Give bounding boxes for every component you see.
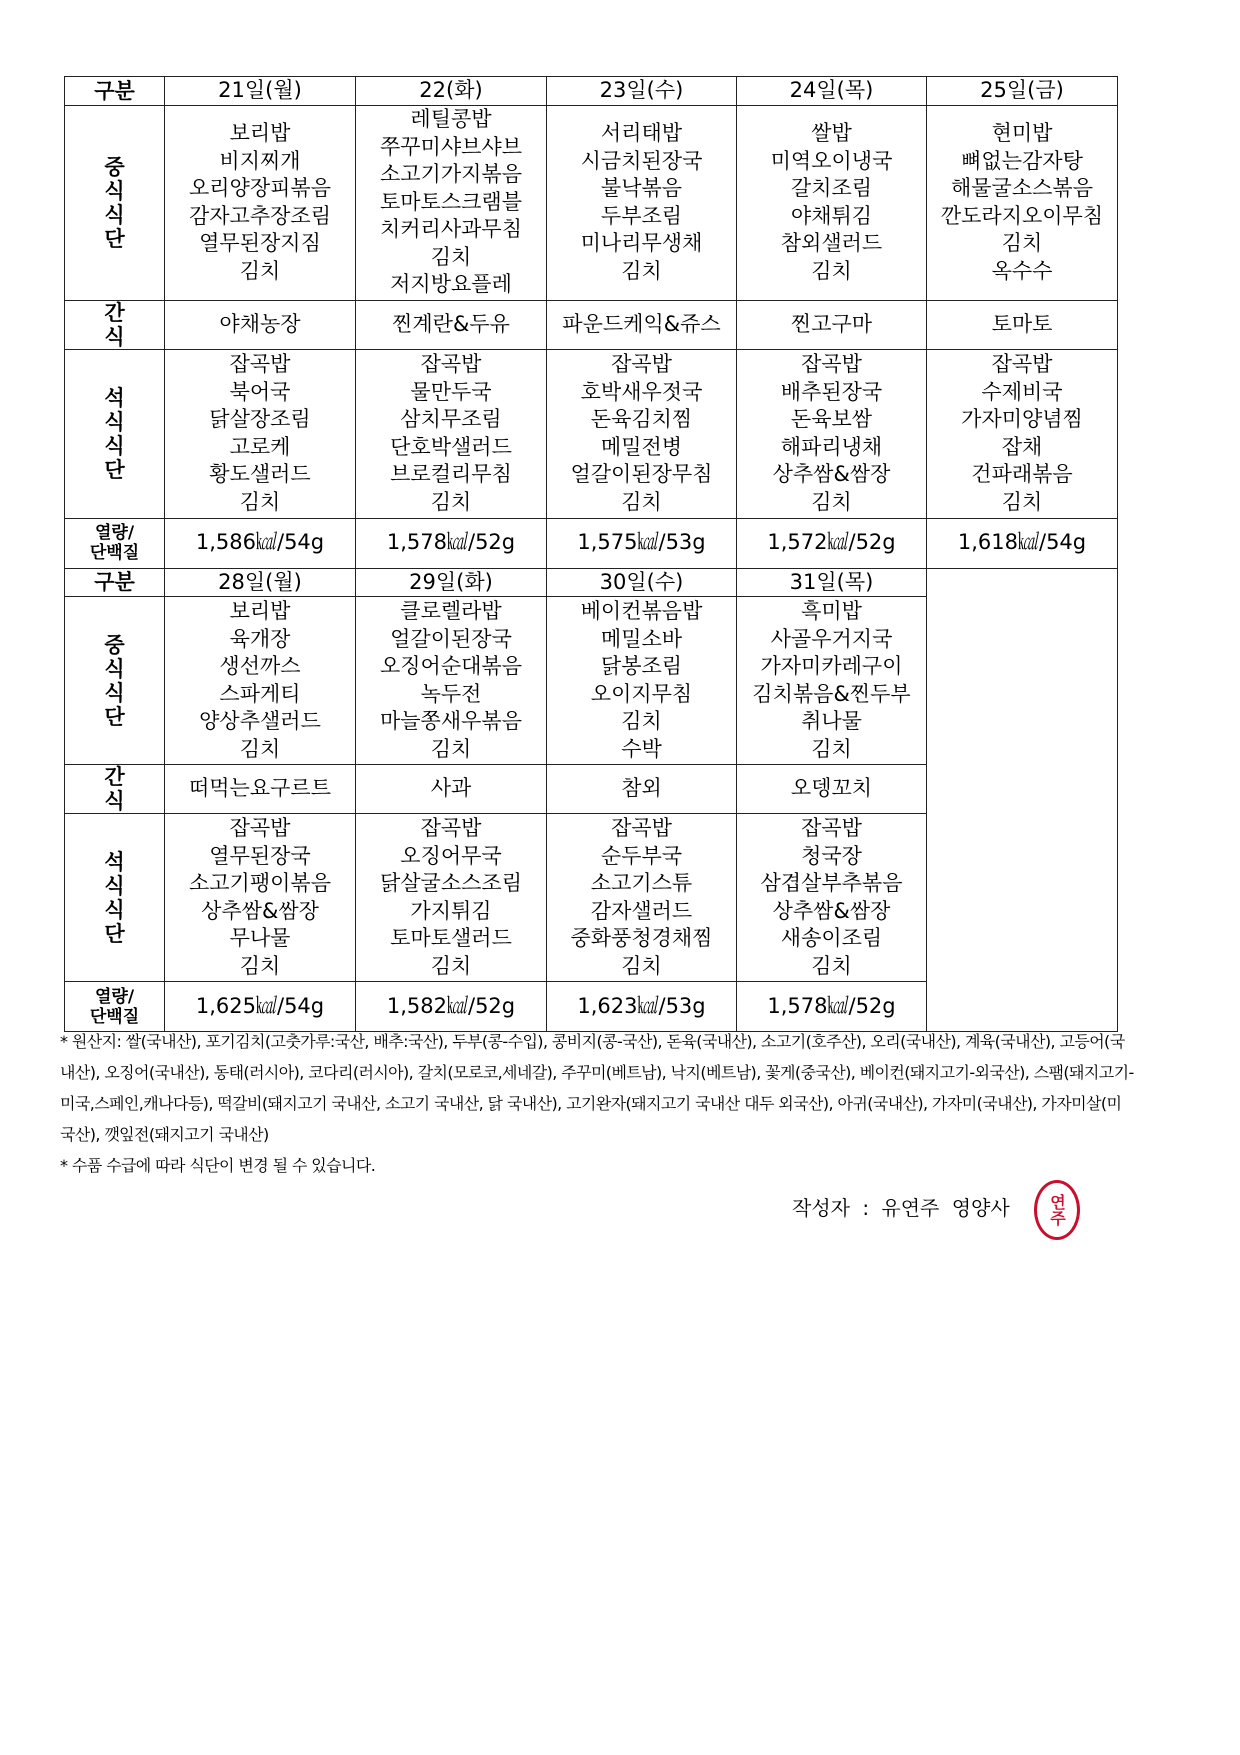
menu-item: 사골우거지국 bbox=[770, 626, 893, 651]
week1-lunch-day-2 bbox=[356, 105, 547, 300]
menu-item: 가지튀김 bbox=[410, 898, 492, 923]
week1-lunch-day-4 bbox=[737, 105, 927, 300]
menu-item: 김치 bbox=[621, 258, 662, 283]
menu-item: 호박새우젓국 bbox=[580, 379, 703, 404]
menu-item: 김치 bbox=[430, 244, 472, 269]
week2-dinner-day-3 bbox=[547, 814, 737, 982]
menu-item: 소고기스튜 bbox=[590, 871, 693, 895]
menu-item: 토마토스크램블 bbox=[379, 189, 522, 214]
menu-item: 김치 bbox=[621, 709, 662, 733]
menu-item: 상추쌈&쌈장 bbox=[201, 898, 319, 923]
week1-lunch-day-3 bbox=[547, 105, 737, 300]
menu-item: 비지찌개 bbox=[219, 148, 301, 173]
week2-nutrition-day-1: 1,625㎉/54g bbox=[165, 982, 356, 1032]
menu-item: 오이지무침 bbox=[590, 681, 693, 706]
week1-dinner-row bbox=[65, 349, 1118, 518]
week1-dinner-day-3 bbox=[547, 349, 737, 518]
menu-item: 김치 bbox=[239, 736, 281, 761]
menu-item: 깐도라지오이무침 bbox=[940, 203, 1104, 228]
menu-item: 닭살굴소스조림 bbox=[379, 871, 522, 895]
week1-lunch-row bbox=[65, 105, 1118, 300]
week2-nutrition-label bbox=[65, 982, 165, 1032]
week2-nutrition-day-4: 1,578㎉/52g bbox=[737, 982, 927, 1032]
week2-snack-day-4: 오뎅꼬치 bbox=[737, 765, 927, 814]
menu-item: 스파게티 bbox=[219, 681, 301, 706]
week1-nutrition-day-3: 1,575㎉/53g bbox=[547, 518, 737, 568]
menu-item: 고로케 bbox=[229, 434, 291, 459]
week1-lunch-day-5 bbox=[927, 105, 1118, 300]
menu-item: 가자미카레구이 bbox=[760, 654, 903, 678]
menu-item: 건파래볶음 bbox=[971, 462, 1073, 486]
week1-snack-day-2: 찐계란&두유 bbox=[356, 300, 547, 349]
label-line: 식 단 bbox=[104, 202, 141, 251]
week2-day-1: 28일(월) bbox=[165, 568, 356, 597]
week1-day-2: 22(화) bbox=[356, 77, 547, 106]
label-line: 중 식 bbox=[104, 154, 141, 203]
menu-item: 김치 bbox=[621, 489, 662, 514]
menu-item: 가자미양념찜 bbox=[961, 407, 1083, 431]
menu-item: 순두부국 bbox=[600, 843, 683, 868]
week1-day-1: 21일(월) bbox=[165, 77, 356, 106]
menu-item: 중화풍청경채찜 bbox=[570, 926, 713, 950]
menu-item: 보리밥 bbox=[229, 121, 291, 145]
menu-item: 보리밥 bbox=[229, 599, 291, 623]
week1-dinner-day-5 bbox=[927, 349, 1118, 518]
menu-item: 오징어순대볶음 bbox=[379, 654, 522, 678]
menu-item: 김치볶음&찐두부 bbox=[752, 681, 911, 706]
menu-item: 열무된장지짐 bbox=[199, 231, 321, 255]
menu-item: 서리태밥 bbox=[600, 121, 683, 145]
menu-item: 흑미밥 bbox=[801, 599, 862, 623]
menu-item: 잡곡밥 bbox=[229, 352, 291, 376]
menu-item: 삼겹살부추볶음 bbox=[760, 871, 903, 895]
menu-item: 얼갈이된장국 bbox=[390, 626, 512, 651]
week2-day-3: 30일(수) bbox=[547, 568, 737, 597]
week1-day-4: 24일(목) bbox=[737, 77, 927, 106]
menu-item: 녹두전 bbox=[420, 681, 482, 706]
menu-item: 옥수수 bbox=[991, 258, 1053, 283]
menu-item: 수제비국 bbox=[981, 379, 1063, 404]
menu-item: 잡곡밥 bbox=[991, 352, 1053, 376]
menu-item: 삼치무조림 bbox=[400, 407, 502, 431]
menu-item: 김치 bbox=[1001, 489, 1043, 514]
label-line: 석 식 bbox=[104, 849, 141, 898]
menu-item: 오리양장피볶음 bbox=[188, 176, 331, 200]
menu-item: 얼갈이된장무침 bbox=[570, 462, 713, 486]
menu-item: 김치 bbox=[239, 258, 281, 283]
menu-item: 김치 bbox=[430, 736, 472, 761]
menu-item: 갈치조림 bbox=[790, 176, 873, 200]
menu-item: 무나물 bbox=[229, 926, 291, 950]
menu-item: 양상추샐러드 bbox=[199, 709, 321, 733]
menu-item: 생선까스 bbox=[219, 654, 301, 678]
menu-item: 토마토샐러드 bbox=[390, 926, 512, 950]
label-line: 석 식 bbox=[104, 385, 141, 434]
menu-item: 마늘쫑새우볶음 bbox=[379, 709, 522, 733]
menu-item: 김치 bbox=[239, 489, 281, 514]
week2-snack-day-3: 참외 bbox=[547, 765, 737, 814]
week2-lunch-day-3 bbox=[547, 597, 737, 765]
menu-item: 해파리냉채 bbox=[780, 434, 883, 459]
menu-item: 레틸콩밥 bbox=[410, 107, 492, 132]
menu-item: 김치 bbox=[811, 258, 852, 283]
menu-item: 열무된장국 bbox=[209, 843, 311, 868]
menu-item: 뼈없는감자탕 bbox=[961, 148, 1083, 173]
label-line: 간 식 bbox=[104, 300, 141, 349]
change-note: * 수품 수급에 따라 식단이 변경 될 수 있습니다. bbox=[60, 1156, 376, 1175]
week2-day-4: 31일(목) bbox=[737, 568, 927, 597]
label-line: 중 식 bbox=[104, 632, 141, 681]
week1-snack-day-5: 토마토 bbox=[927, 300, 1118, 349]
menu-item: 김치 bbox=[811, 736, 852, 761]
week1-dinner-day-4 bbox=[737, 349, 927, 518]
origin-note: * 원산지: 쌀(국내산), 포기김치(고춧가루:국산, 배추:국산), 두부(콩-수입), 콩비지(콩-국산), 돈육(국내산), 소고기(호주산), 오리(국내산), 계육(국내산), 고등어(국내산), 오징어(국내산), 동태(러시아), 코다리(러시아), 갈치(모로코,세네갈), 주꾸미(베트남), 낙지(베트남), 꽃게(중국산), 베이컨(돼지고기-외국산), 스팸(돼지고기-미국,스페인,캐나다등), 떡갈비(돼지고기 국내산, 소고기 국내산, 닭 국내산), 고기완자(돼지고기 국내산 대두 외국산), 아귀(국내산), 가자미(국내산), 가자미살(미국산), 깻잎전(돼지고기 국내산) bbox=[60, 1032, 1134, 1144]
week1-day-3: 23일(수) bbox=[547, 77, 737, 106]
menu-item: 잡곡밥 bbox=[229, 816, 291, 840]
week2-day-2: 29일(화) bbox=[356, 568, 547, 597]
menu-item: 닭살장조림 bbox=[209, 407, 311, 431]
week2-lunch-label bbox=[65, 597, 165, 765]
menu-item: 김치 bbox=[239, 953, 281, 978]
menu-item: 새송이조림 bbox=[780, 926, 883, 950]
author-line: 작성자 : 유연주 영양사 bbox=[792, 1196, 1010, 1220]
menu-item: 참외샐러드 bbox=[780, 231, 883, 255]
menu-item: 김치 bbox=[430, 953, 472, 978]
menu-item: 잡곡밥 bbox=[801, 352, 862, 376]
menu-item: 쌀밥 bbox=[811, 121, 852, 145]
menu-item: 물만두국 bbox=[410, 379, 492, 404]
week1-lunch-day-1 bbox=[165, 105, 356, 300]
menu-item: 잡곡밥 bbox=[420, 352, 482, 376]
meal-plan-table bbox=[64, 76, 1118, 1032]
menu-item: 김치 bbox=[811, 489, 852, 514]
week1-dinner-label bbox=[65, 349, 165, 518]
menu-item: 클로렐라밥 bbox=[400, 599, 502, 623]
menu-item: 감자고추장조림 bbox=[188, 203, 331, 228]
menu-item: 김치 bbox=[621, 953, 662, 978]
week1-dinner-day-2 bbox=[356, 349, 547, 518]
menu-item: 북어국 bbox=[229, 379, 291, 404]
week1-nutrition-row bbox=[65, 518, 1118, 568]
menu-item: 잡곡밥 bbox=[611, 816, 672, 840]
menu-item: 감자샐러드 bbox=[590, 898, 693, 923]
week2-snack-day-2: 사과 bbox=[356, 765, 547, 814]
week1-nutrition-day-2: 1,578㎉/52g bbox=[356, 518, 547, 568]
week2-dinner-day-2 bbox=[356, 814, 547, 982]
week1-nutrition-label bbox=[65, 518, 165, 568]
menu-item: 메밀전병 bbox=[600, 434, 683, 459]
week2-lunch-day-2 bbox=[356, 597, 547, 765]
menu-item: 불낙볶음 bbox=[600, 176, 683, 200]
week2-dinner-label bbox=[65, 814, 165, 982]
label-line: 열량/ bbox=[94, 986, 135, 1007]
label-line: 단백질 bbox=[89, 543, 140, 563]
week2-snack-label bbox=[65, 765, 165, 814]
menu-item: 취나물 bbox=[801, 709, 862, 733]
menu-item: 김치 bbox=[430, 489, 472, 514]
menu-item: 돈육보쌈 bbox=[790, 407, 873, 431]
menu-item: 배추된장국 bbox=[780, 379, 883, 404]
week1-lunch-label bbox=[65, 105, 165, 300]
menu-item: 오징어무국 bbox=[400, 843, 502, 868]
menu-item: 닭봉조림 bbox=[600, 654, 683, 678]
menu-item: 미나리무생채 bbox=[580, 231, 703, 255]
menu-item: 청국장 bbox=[801, 843, 862, 868]
menu-item: 상추쌈&쌈장 bbox=[772, 898, 891, 923]
menu-item: 쭈꾸미샤브샤브 bbox=[379, 134, 522, 159]
menu-item: 메밀소바 bbox=[600, 626, 683, 651]
menu-item: 두부조림 bbox=[600, 203, 683, 228]
menu-item: 돈육김치찜 bbox=[590, 407, 693, 431]
menu-item: 소고기가지볶음 bbox=[379, 162, 522, 187]
menu-item: 베이컨볶음밥 bbox=[580, 599, 703, 623]
menu-item: 황도샐러드 bbox=[209, 462, 311, 486]
seal-stamp: 연주 bbox=[1034, 1180, 1080, 1240]
week2-nutrition-day-3: 1,623㎉/53g bbox=[547, 982, 737, 1032]
menu-item: 치커리사과무침 bbox=[379, 217, 522, 242]
menu-item: 소고기팽이볶음 bbox=[188, 871, 331, 895]
week2-lunch-day-1 bbox=[165, 597, 356, 765]
menu-item: 수박 bbox=[621, 736, 662, 761]
week1-snack-day-3: 파운드케익&쥬스 bbox=[547, 300, 737, 349]
menu-item: 야채튀김 bbox=[790, 203, 873, 228]
label-line: 식 단 bbox=[104, 433, 141, 482]
week1-snack-day-4: 찐고구마 bbox=[737, 300, 927, 349]
menu-item: 잡곡밥 bbox=[801, 816, 862, 840]
week1-snack-row bbox=[65, 300, 1118, 349]
menu-item: 단호박샐러드 bbox=[390, 434, 512, 459]
week1-nutrition-day-1: 1,586㎉/54g bbox=[165, 518, 356, 568]
menu-item: 잡곡밥 bbox=[420, 816, 482, 840]
week1-nutrition-day-4: 1,572㎉/52g bbox=[737, 518, 927, 568]
week1-snack-label bbox=[65, 300, 165, 349]
menu-item: 육개장 bbox=[229, 626, 291, 651]
week1-snack-day-1: 야채농장 bbox=[165, 300, 356, 349]
week2-nutrition-day-2: 1,582㎉/52g bbox=[356, 982, 547, 1032]
week2-header-label: 구분 bbox=[65, 568, 165, 597]
notes bbox=[60, 1026, 1135, 1181]
menu-item: 김치 bbox=[811, 953, 852, 978]
menu-item: 시금치된장국 bbox=[580, 148, 703, 173]
menu-item: 해물굴소스볶음 bbox=[950, 176, 1093, 200]
label-line: 열량/ bbox=[94, 523, 135, 543]
menu-item: 잡채 bbox=[1001, 434, 1043, 459]
week2-dinner-day-4 bbox=[737, 814, 927, 982]
menu-item: 브로컬리무침 bbox=[390, 462, 512, 486]
menu-item: 잡곡밥 bbox=[611, 352, 672, 376]
menu-item: 저지방요플레 bbox=[390, 272, 512, 297]
week1-header-row bbox=[65, 77, 1118, 106]
week2-dinner-day-1 bbox=[165, 814, 356, 982]
menu-item: 상추쌈&쌈장 bbox=[772, 462, 891, 486]
label-line: 식 단 bbox=[104, 680, 141, 729]
empty-cell bbox=[927, 568, 1118, 1032]
week2-lunch-day-4 bbox=[737, 597, 927, 765]
week2-header-row bbox=[65, 568, 1118, 597]
label-line: 간 식 bbox=[104, 765, 141, 813]
week1-day-5: 25일(금) bbox=[927, 77, 1118, 106]
week1-dinner-day-1 bbox=[165, 349, 356, 518]
label-line: 식 단 bbox=[104, 897, 141, 946]
menu-item: 김치 bbox=[1001, 231, 1043, 255]
menu-item: 현미밥 bbox=[991, 121, 1053, 145]
week1-header-label: 구분 bbox=[65, 77, 165, 106]
menu-item: 미역오이냉국 bbox=[770, 148, 893, 173]
week1-nutrition-day-5: 1,618㎉/54g bbox=[927, 518, 1118, 568]
label-line: 단백질 bbox=[89, 1006, 140, 1027]
week2-snack-day-1: 떠먹는요구르트 bbox=[165, 765, 356, 814]
